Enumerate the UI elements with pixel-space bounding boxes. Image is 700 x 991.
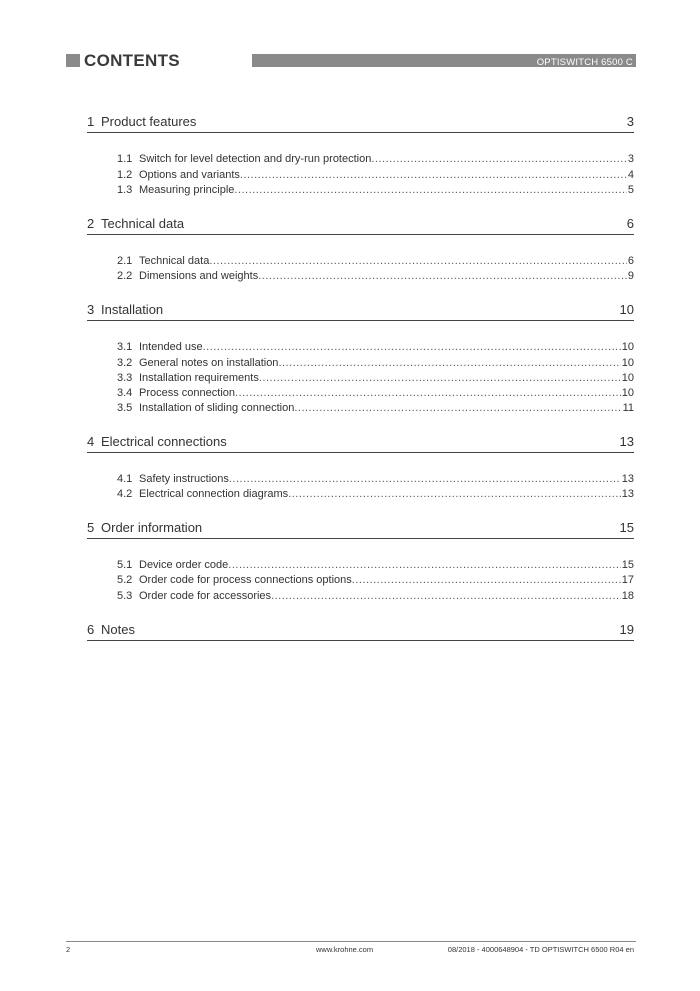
chapter-number: 6 [87,622,95,637]
toc-chapter-1[interactable] [87,114,634,133]
leader-dots [203,341,621,353]
item-page: 10 [621,372,634,384]
toc-item-3-1[interactable] [117,341,634,355]
item-page: 10 [621,341,634,353]
chapter-title: Installation [101,302,164,317]
header-square-mark [66,54,80,67]
header-bar [252,54,636,67]
chapter-page: 15 [619,520,634,535]
item-page: 18 [621,590,634,602]
leader-dots [240,169,627,181]
item-number: 4.1 [117,473,133,485]
item-title: Dimensions and weights [139,270,259,282]
item-page: 5 [627,184,634,196]
toc-item-2-2[interactable] [117,270,634,284]
toc-item-4-1[interactable] [117,473,634,487]
toc-item-3-4[interactable] [117,387,634,401]
leader-dots [294,402,621,414]
item-title: Order code for process connections options [139,574,352,586]
item-title: Safety instructions [139,473,229,485]
chapter-title: Notes [101,622,135,637]
item-title: Process connection [139,387,235,399]
item-number: 1.3 [117,184,133,196]
chapter-title: Electrical connections [101,434,227,449]
item-number: 3.1 [117,341,133,353]
item-page: 13 [621,473,634,485]
item-title: Measuring principle [139,184,235,196]
item-title: Order code for accessories [139,590,272,602]
item-page: 6 [627,255,634,267]
chapter-title: Technical data [101,216,185,231]
toc-item-4-2[interactable] [117,488,634,502]
item-number: 1.1 [117,153,133,165]
toc-chapter-3[interactable] [87,302,634,321]
leader-dots [259,372,621,384]
leader-dots [288,488,621,500]
item-number: 4.2 [117,488,133,500]
leader-dots [271,590,621,602]
toc-item-3-3[interactable] [117,372,634,386]
chapter-title: Order information [101,520,203,535]
chapter-number: 2 [87,216,95,231]
leader-dots [209,255,627,267]
item-title: Technical data [139,255,210,267]
item-number: 5.2 [117,574,133,586]
chapter-title: Product features [101,114,197,129]
toc-chapter-5[interactable] [87,520,634,539]
item-title: General notes on installation [139,357,279,369]
chapter-number: 3 [87,302,95,317]
chapter-number: 4 [87,434,95,449]
footer-divider [66,941,636,942]
toc-item-1-1[interactable] [117,153,634,167]
leader-dots [258,270,627,282]
toc-item-5-3[interactable] [117,590,634,604]
leader-dots [352,574,621,586]
item-title: Installation requirements [139,372,259,384]
footer-page-number: 2 [66,945,71,954]
leader-dots [228,559,620,571]
leader-dots [229,473,621,485]
item-page: 3 [627,153,634,165]
item-title: Switch for level detection and dry-run protection [139,153,372,165]
toc-item-3-5[interactable] [117,402,634,416]
toc-chapter-4[interactable] [87,434,634,453]
item-title: Options and variants [139,169,240,181]
item-page: 9 [627,270,634,282]
leader-dots [234,184,626,196]
item-number: 1.2 [117,169,133,181]
item-number: 3.3 [117,372,133,384]
item-number: 3.4 [117,387,133,399]
item-title: Electrical connection diagrams [139,488,289,500]
item-title: Installation of sliding connection [139,402,295,414]
chapter-page: 6 [626,216,634,231]
item-title: Intended use [139,341,203,353]
product-name: OPTISWITCH 6500 C [536,57,633,68]
footer-website-link[interactable]: www.krohne.com [316,945,374,954]
item-title: Device order code [139,559,229,571]
toc-item-3-2[interactable] [117,357,634,371]
item-page: 13 [621,488,634,500]
item-number: 5.3 [117,590,133,602]
toc-item-5-1[interactable] [117,559,634,573]
item-number: 2.2 [117,270,133,282]
leader-dots [235,387,621,399]
item-page: 10 [621,357,634,369]
toc-chapter-6[interactable] [87,622,634,641]
leader-dots [371,153,627,165]
toc-item-5-2[interactable] [117,574,634,588]
chapter-number: 1 [87,114,95,129]
chapter-number: 5 [87,520,95,535]
item-page: 17 [621,574,634,586]
item-page: 4 [627,169,634,181]
page-title: CONTENTS [84,51,180,70]
chapter-page: 3 [626,114,634,129]
item-number: 3.5 [117,402,133,414]
item-page: 15 [621,559,634,571]
toc-item-1-3[interactable] [117,184,634,198]
item-number: 2.1 [117,255,133,267]
item-number: 3.2 [117,357,133,369]
item-number: 5.1 [117,559,133,571]
toc-item-1-2[interactable] [117,169,634,183]
leader-dots [278,357,620,369]
chapter-page: 13 [619,434,634,449]
item-page: 11 [622,402,634,414]
page-header [66,52,636,69]
item-page: 10 [621,387,634,399]
chapter-page: 10 [619,302,634,317]
toc-chapter-2[interactable] [87,216,634,235]
footer-document-reference: 08/2018 - 4000648904 - TD OPTISWITCH 6500 R04 en [447,945,634,954]
chapter-page: 19 [619,622,634,637]
toc-item-2-1[interactable] [117,255,634,269]
